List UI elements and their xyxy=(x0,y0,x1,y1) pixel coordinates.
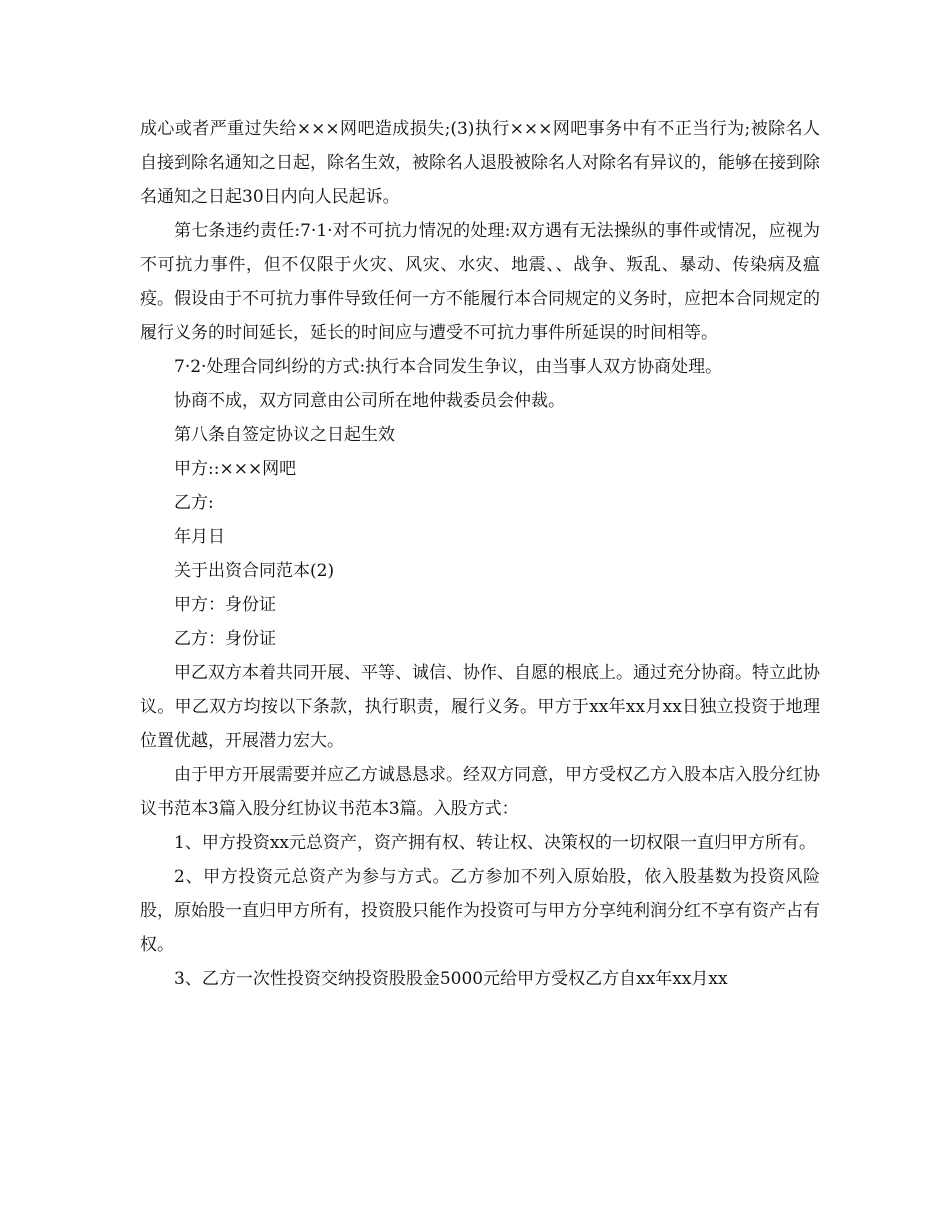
paragraph-12: 甲乙双方本着共同开展、平等、诚信、协作、自愿的根底上。通过充分协商。特立此协议。甲乙双方均按以下条款，执行职责，履行义务。甲方于xx年xx月xx日独立投资于地理位置优越，开展潜力宏大。 xyxy=(140,663,820,751)
party-a-line: 甲方::×××网吧 xyxy=(174,459,297,479)
date-line: 年月日 xyxy=(174,527,225,547)
paragraph-2: 第七条违约责任:7·1·对不可抗力情况的处理:双方遇有无法操纵的事件或情况，应视为不可抗力事件，但不仅限于火灾、风灾、水灾、地震、、战争、叛乱、暴动、传染病及瘟疫。假设由于不可抗力事件导致任何一方不能履行本合同规定的义务时，应把本合同规定的履行义务的时间延长，延长的时间应与遭受不可抗力事件所延误的时间相等。 xyxy=(140,221,820,343)
paragraph-1: 成心或者严重过失给×××网吧造成损失;(3)执行×××网吧事务中有不正当行为;被除名人自接到除名通知之日起，除名生效，被除名人退股被除名人对除名有异议的，能够在接到除名通知之日起30日内向人民起诉。 xyxy=(140,119,820,207)
clause-2: 2、甲方投资元总资产为参与方式。乙方参加不列入原始股，依入股基数为投资风险股，原始股一直归甲方所有，投资股只能作为投资可与甲方分享纯利润分红不享有资产占有权。 xyxy=(140,867,820,955)
document-page xyxy=(140,112,820,996)
clause-1: 1、甲方投资xx元总资产，资产拥有权、转让权、决策权的一切权限一直归甲方所有。 xyxy=(174,833,816,853)
paragraph-5: 第八条自签定协议之日起生效 xyxy=(174,425,395,445)
clause-3: 3、乙方一次性投资交纳投资股股金5000元给甲方受权乙方自xx年xx月xx xyxy=(174,969,728,989)
paragraph-3: 7·2·处理合同纠纷的方式:执行本合同发生争议，由当事人双方协商处理。 xyxy=(174,357,723,377)
paragraph-13: 由于甲方开展需要并应乙方诚恳恳求。经双方同意，甲方受权乙方入股本店入股分红协议书范本3篇入股分红协议书范本3篇。入股方式： xyxy=(140,765,820,819)
party-a-id-line: 甲方：身份证 xyxy=(174,595,276,615)
party-b-line: 乙方: xyxy=(174,493,214,513)
paragraph-4: 协商不成，双方同意由公司所在地仲裁委员会仲裁。 xyxy=(174,391,565,411)
party-b-id-line: 乙方：身份证 xyxy=(174,629,276,649)
section-title: 关于出资合同范本(2) xyxy=(174,561,335,581)
